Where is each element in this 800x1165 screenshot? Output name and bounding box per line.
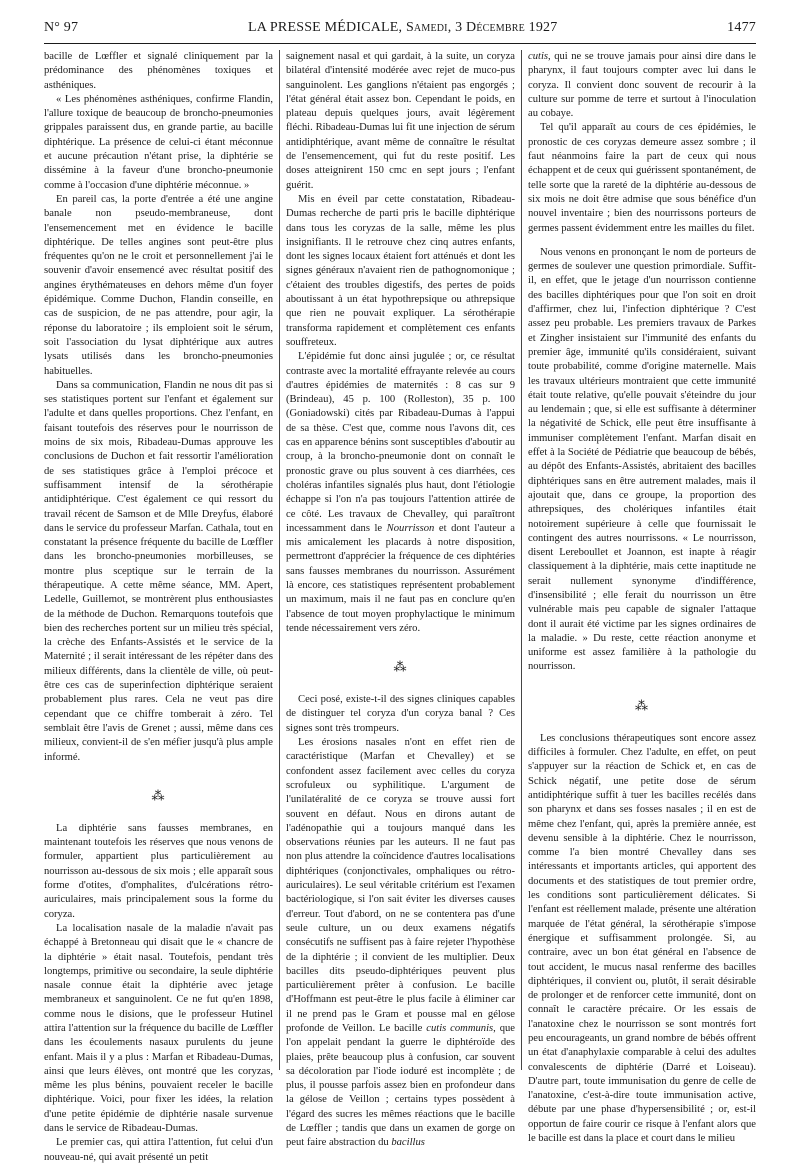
text-column-1	[44, 50, 273, 1163]
paragraph: Le premier cas, qui attira l'attention, fut celui d'un nouveau-né, qui avait présenté un petit	[44, 1137, 273, 1163]
paragraph: saignement nasal et qui gardait, à la suite, un coryza bilatéral d'intensité modérée avec rejet de muco-pus sanguinolent. Les ganglions n'étaient pas engorgés ; l'état général était assez bon. Cependant le poids, en plateau depuis quelques jours, avait légèrement fléchi. Ribadeau-Dumas lui fit une injection de sérum antidiphtérique, avant même de connaître le résultat de l'ensemencement, qui fut du reste positif. Les doses atteignirent 150 cmc en sept jours ; l'enfant guérit.	[286, 51, 515, 191]
paragraph-text: , que l'on appelait pendant la guerre le diphtéroïde des plaies, prête beaucoup plus à confusion, car souvent sa décoloration par l'iode ioduré est incomplète ; de plus, il pousse parfois assez bien en profondeur dans la gélose de Veillon ; certains types possèdent à l'égard des sucres les mêmes réactions que le bacille de Lœffler ; tandis que dans un examen de gorge on peut faire abstraction du	[286, 1023, 515, 1149]
species-name: bacillus	[391, 1137, 425, 1149]
paragraph-gap	[528, 236, 756, 246]
paragraph	[528, 50, 756, 121]
journal-title: LA PRESSE MÉDICALE, Samedi, 3 Décembre 1927	[247, 20, 558, 35]
issue-number: N° 97	[44, 20, 79, 35]
paragraph: Les conclusions thérapeutiques sont encore assez difficiles à formuler. Chez l'adulte, en effet, on peut s'appuyer sur la réaction de Schick et, en cas de Schick négatif, une petite dose de sérum antidiphtérique suffit à tuer les bacilles recélés dans son pharynx et dans ses fosses nasales ; il en est de même chez l'enfant, qui, après la première année, est devenu sensible à la diphtérie. Chez le nourrisson, comme l'a bien montré Chevalley dans ses intéressants et importants articles, qui apportent des documents et des statistiques de tout premier ordre, les conditions sont particulièrement délicates. Si l'enfant est réellement malade, présente une altération marquée de l'état général, la sérothérapie s'impose énergique et suffisamment prolongée. Si, au contraire, avec un bon état général en l'absence de tout accident, le mucus nasal renferme des bacilles diphtériques, il convient ou, plutôt, il serait désirable de prolonger et de renforcer cette immunité, dont on connaît le caractère précaire. Or les essais de l'anatoxine chez le nourrisson se sont montrés fort peu encourageants, un grand nombre de bébés offrent un état d'anaphylaxie comparable à celui des adultes convalescents de diphtérie (Darré et Loiseau). D'autre part, toute immunisation du genre de celle de l'anatoxine, c'est-à-dire toute immunisation active, débute par une phase d'hypersensibilité ; or, est-il opportun de faire courir ce risque à l'enfant alors que le bacille est dans la place et court dans le milieu	[528, 732, 756, 1145]
column-divider-1	[279, 50, 280, 1070]
section-separator: ⁂	[151, 787, 166, 803]
page-header	[44, 20, 756, 40]
section-separator: ⁂	[393, 659, 408, 675]
header-rule	[44, 43, 756, 44]
paragraph	[286, 736, 515, 1151]
paragraph-text: , qui ne se trouve jamais pour ainsi dire dans le pharynx, il faut toujours compter avec lui dans le coryza. Il convient donc souvent de recourir à la culture sur pomme de terre et surtout à l'inoculation au cobaye.	[528, 51, 756, 120]
page-number: 1477	[727, 20, 756, 35]
paragraph-text: et dont l'auteur a mis amicalement les placards à notre disposition, permettront d'apprécier la fréquence de ces diphtéries sans fausses membranes du nourrisson. Assurément là encore, ces statistiques représentent probablement un maximum, mais il ne faut pas en conclure qu'en l'absence de tout moyen prophylactique le minimum tende nécessairement vers zéro.	[286, 522, 515, 634]
journal-name: Nourrisson	[386, 522, 435, 534]
paragraph-quote: « Les phénomènes asthéniques, confirme Flandin, l'allure toxique de beaucoup de broncho-pneumonies grippales paraissent dus, en grande partie, au bacille diphtérique. La présence de celui-ci étant méconnue et aucune précaution n'étant prise, la diphtérie se dissémine à la faveur d'une broncho-pneumonie comme à l'occasion d'une diphtérie méconnue. »	[44, 93, 273, 191]
paragraph: Nous venons en prononçant le nom de porteurs de germes de soulever une question primordiale. Suffit-il, en effet, que le jetage d'un nourrisson contienne des bacilles diphtériques pour que l'on soit en droit d'affirmer, chez lui, l'infection diphtérique ? C'est assez peu probable. Les premiers travaux de Parkes et Zingher insistaient sur l'immunité des enfants du premier âge, immunité qu'ils considéraient, suivant toute probabilité, comme d'origine maternelle. Mais les travaux ultérieurs montraient que cette immunité était toute relative, qu'elle pouvait s'éteindre du jour au lendemain ; que, si elle est suffisante à déterminer la négativité de Schick, elle peut être insuffisante à immuniser complètement l'enfant. Marfan disait en effet à la Société de Pédiatrie que beaucoup de bébés, au dépôt des Enfants-Assistés, abritaient des bacilles diphtériques sans en être autrement malades, mais il ajoutait que, dans ce groupe, la proportion des athrepsiques, des cholériques infantiles était notoirement supérieure à celle que fournissait le contingent des autres nourrissons. « Le nourrisson, disent Lereboullet et Joannon, est inapte à réagir classiquement à la diphtérie, mais cette inaptitude ne serait nullement synonyme d'indifférence, d'insensibilité ; elle ferait du nourrisson un être vulnérable mais peu capable de signaler l'attaque dont il aurait été victime par les signes ordinaires de la maladie. » Du reste, cette réaction anonyme et uniforme est assez familière à la pathologie du nourrisson.	[528, 246, 756, 673]
paragraph: Mis en éveil par cette constatation, Ribadeau-Dumas recherche de parti pris le bacille diphtérique dans tous les coryzas de la salle, même les plus insignifiants. Il le retrouve chez cinq autres enfants, dont les signes locaux étaient fort atténués et dont les signes généraux n'avaient rien de pathognomonique ; c'étaient des troubles digestifs, des pertes de poids aboutissant à un état hypothrepsique ou athrepsique que rien ne pouvait expliquer. La sérothérapie transforma rapidement et complètement ces enfants souffreteux.	[286, 193, 515, 348]
paragraph: La diphtérie sans fausses membranes, en maintenant toutefois les réserves que nous venons de formuler, appartient plus particulièrement au nourrisson au-dessous de six mois ; elle apparaît sous forme d'otites, d'omphalites, d'ulcérations rétro-auriculaires, mais principalement sous la forme du coryza.	[44, 822, 273, 920]
text-column-2	[286, 50, 515, 1149]
section-separator: ⁂	[635, 697, 649, 713]
paragraph-text: L'épidémie fut donc ainsi jugulée ; or, ce résultat contraste avec la mortalité effrayante relevée au cours d'autres épidémies de maternités : 8 cas sur 9 (Brindeau), 45 p. 100 (Rolleston), 35 p. 100 (Goniadowski) cités par Ribadeau-Dumas à l'appui de sa thèse. C'est que, comme nous l'avons dit, ces cas en apparence bénins sont susceptibles d'aboutir au croup, à la broncho-pneumonie dont on connaît le pronostic grave ou plus souvent à ces diarrhées, ces choléras infantiles signalés plus haut, dont l'étiologie échappe si l'on n'a pas toujours l'attention attirée de ce côté. Les travaux de Chevalley, qui paraîtront incessamment dans le	[286, 351, 515, 534]
paragraph: Ceci posé, existe-t-il des signes cliniques capables de distinguer tel coryza d'un coryza banal ? Ces signes sont très trompeurs.	[286, 694, 515, 734]
column-divider-2	[521, 50, 522, 1070]
species-name: cutis	[528, 51, 549, 62]
paragraph	[286, 350, 515, 636]
paragraph: La localisation nasale de la maladie n'avait pas échappé à Bretonneau qui disait que le « chancre de la diphtérie » était nasal. Toutefois, pendant très longtemps, primitive ou secondaire, la seule diphtérie nasale connue était la diphtérie avec jetage membraneux et sanguinolent. Ce ne fut qu'en 1898, comme nous le disions, que le professeur Hutinel attira l'attention sur la fréquence du bacille de Lœffler dans les écoulements nasaux purulents du jeune enfant. Mais il y a plus : Marfan et Ribadeau-Dumas, ainsi que leurs élèves, ont montré que les coryzas, même les plus bénins, pouvaient receler le bacille diphtérique. Voici, pour fixer les idées, la relation d'une petite épidémie de diphtérie nasale survenue dans le service de Ribadeau-Dumas.	[44, 922, 273, 1135]
species-name: cutis communis	[426, 1023, 494, 1034]
paragraph-text: Les érosions nasales n'ont en effet rien de caractéristique (Marfan et Chevalley) et se confondent assez facilement avec celles du coryza scrofuleux ou syphilitique. L'argument de l'unilatéralité de ce coryza se trouve aussi fort souvent en défaut. Nous en dirons autant de l'adénopathie qui a toujours manqué dans les observations réunies par les auteurs. Il ne faut pas non plus attendre la coïncidence d'autres localisations diphtériques (conjonctivales, omphaliques ou rétro-auriculaires). Le seul véritable critérium est l'examen bactériologique, si l'on sait éviter les diverses causes d'erreur. Tout d'abord, on ne se contentera pas d'une seule culture, un ou deux examens négatifs consécutifs ne suffisent pas à faire rejeter l'hypothèse de la diphtérie ; il convient de les multiplier. Deux bacilles dits pseudo-diphtériques peuvent plus particulièrement prêter à confusion. Le bacille d'Hoffmann est peut-être le plus facile à éliminer car il ne prend pas le Gram et pousse mal en gélose profonde de Veillon. Le bacille	[286, 737, 515, 1034]
paragraph: Tel qu'il apparaît au cours de ces épidémies, le pronostic de ces coryzas demeure assez sombre ; il faut néanmoins faire la part de ceux qui nous échappent et de ceux qui guérissent spontanément, de telle sorte que la rareté de la diphtérie au-dessous de six mois ne doit être admise que sous bénéfice d'un nouvel inventaire ; bien des nourrissons porteurs de germes passent évidemment entre les mailles du filet.	[528, 122, 756, 234]
paragraph: En pareil cas, la porte d'entrée a été une angine banale non pseudo-membraneuse, dont l'ensemencement met en évidence le bacille diphtérique. De telles angines sont peut-être plus fréquentes qu'on ne le croit et personnellement j'ai le souvenir d'avoir ensemencé avec résultat positif des angines érythémateuses en dehors même d'un foyer épidémique. Comme Duchon, Flandin conseille, en cas de suspicion, de ne pas attendre, pour agir, la réponse du laboratoire ; ils emploient soit le sérum, soit l'association du lysat diphtérique aux autres lysats utilisés dans les broncho-pneumonies habituelles.	[44, 193, 273, 377]
paragraph: bacille de Lœffler et signalé cliniquement par la prédominance des phénomènes toxiques et asthéniques.	[44, 51, 273, 91]
text-column-3	[528, 50, 756, 1145]
paragraph: Dans sa communication, Flandin ne nous dit pas si ses statistiques portent sur l'enfant et également sur l'adulte et dans quelles proportions. Chez l'enfant, en faisant toutefois des réserves pour le nourrisson de moins de six mois, Ribadeau-Dumas approuve les conclusions de Duchon et fait ressortir l'amélioration de ses statistiques grâce à l'emploi précoce et suffisamment intensif de la sérothérapie antidiphtérique. C'est également ce qui ressort du travail récent de Samson et de Mlle Dreyfus, élaboré dans le service du professeur Marfan. Cathala, tout en constatant la présence fréquente du bacille de Lœffler dans les broncho-pneumonies morbilleuses, se montre plus sceptique sur le terrain de la thérapeutique. A cette même séance, MM. Apert, Ledelle, Guillemot, se montrèrent plus enthousiastes de la méthode de Duchon. Remarquons toutefois que bien des recherches portent sur un milieu très spécial, la crèche des Enfants-Assistés et le service de la Maternité ; il serait intéressant de les répéter dans des milieux différents, dans la clientèle de ville, où peut-être ces cas de superinfection diphtérique seraient probablement plus rares. Cela ne veut pas dire cependant que ce chiffre tomberait à zéro. Tel semblait être l'avis de Grenet ; aussi, même dans ces milieux, convient-il de s'en méfier jusqu'à plus ample informé.	[44, 379, 273, 763]
